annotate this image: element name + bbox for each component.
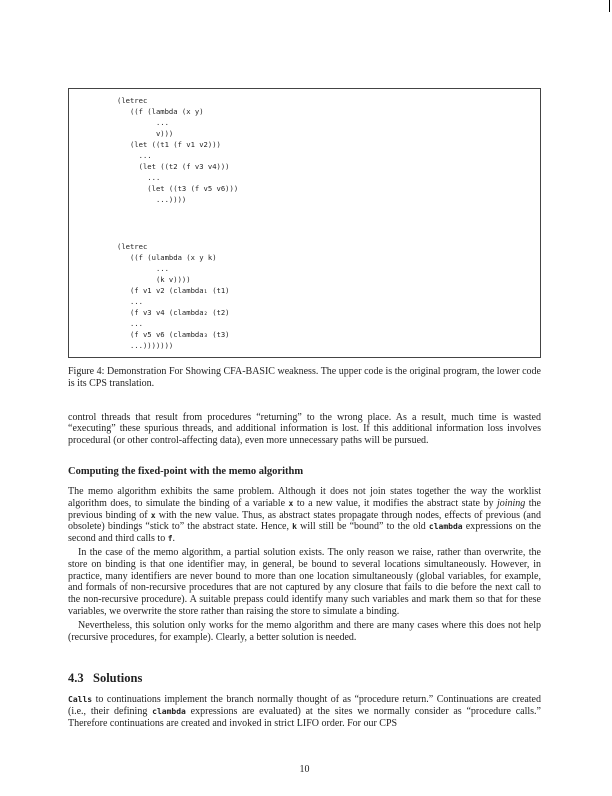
code-line: (letrec	[117, 96, 148, 105]
lower-code	[117, 241, 540, 351]
code-line: (let ((t3 (f v5 v6)))	[117, 184, 239, 193]
code-line: (f v3 v4 (clambda₂ (t2)	[117, 308, 230, 317]
code-line: (k v))))	[117, 275, 191, 284]
code-line: ...	[117, 173, 161, 182]
page-number: 10	[299, 763, 310, 775]
figure-caption: Figure 4: Demonstration For Showing CFA-BASIC weakness. The upper code is the original program, the lower code is its CPS translation.	[68, 366, 541, 389]
code-line: ((f (ulambda (x y k)	[117, 253, 217, 262]
code-line: ...	[117, 297, 143, 306]
upper-code	[117, 95, 540, 205]
code-line: (f v1 v2 (clambda₁ (t1)	[117, 286, 230, 295]
figure-4-box	[68, 88, 541, 358]
solutions-paragraph: Calls to continuations implement the branch normally thought of as “procedure return.” Continuations are created (i.e., their defining clambda expressions are evaluated) at the sites we normally consider as “procedure calls.” Therefore continuations are created and invoked in strict LIFO order. For our CPS	[68, 694, 541, 729]
code-line: ...	[117, 264, 169, 273]
code-line: ...))))	[117, 195, 187, 204]
code-line: ...	[117, 319, 143, 328]
code-line: (let ((t2 (f v3 v4)))	[117, 162, 230, 171]
memo-paragraph-1: The memo algorithm exhibits the same problem. Although it does not join states together the way the worklist algorithm does, to simulate the binding of a variable x to a new value, it modifies the abstract state by joining the previous binding of x with the new value. Thus, as abstract states propagate through nodes, effects of previous (and obsolete) bindings “stick to” the abstract state. Hence, k will still be “bound” to the old clambda expressions on the second and third calls to f.	[68, 485, 541, 545]
memo-paragraph-2: In the case of the memo algorithm, a partial solution exists. The only reason we raise, rather than overwrite, the store on binding is that one identifier may, in general, be bound to several locations simultaneously. However, in practice, many identifiers are never bound to more than one location simultaneously (global variables, for example, and formals of non-recursive procedures that are not captured by any closure that fails to die before the next call to the non-recursive procedure). A suitable prepass could identify many such variables and mark them so that for these variables, we overwrite the store rather than raising the store to simulate a binding.	[68, 546, 541, 617]
code-line: (f v5 v6 (clambda₃ (t3)	[117, 330, 230, 339]
code-line: ...	[117, 118, 169, 127]
code-line: ((f (lambda (x y)	[117, 107, 204, 116]
paragraph-control-threads: control threads that result from procedures “returning” to the wrong place. As a result, much time is wasted “executing” these spurious threads, and additional information is lost. If this additional information loss involves procedural (or other control-affecting data), even more unnecessary paths will be pursued.	[68, 411, 541, 447]
section-heading-solutions: 4.3 Solutions	[68, 671, 143, 686]
code-line: ...	[117, 151, 152, 160]
code-line: ...)))))))	[117, 341, 174, 350]
memo-section-body	[68, 486, 541, 643]
code-line: (let ((t1 (f v1 v2)))	[117, 140, 221, 149]
code-line: (letrec	[117, 242, 148, 251]
heading-memo-algorithm: Computing the fixed-point with the memo algorithm	[68, 465, 304, 477]
code-line: v)))	[117, 129, 174, 138]
memo-paragraph-3: Nevertheless, this solution only works for the memo algorithm and there are many cases where this does not help (recursive procedures, for example). Clearly, a better solution is needed.	[68, 619, 541, 643]
